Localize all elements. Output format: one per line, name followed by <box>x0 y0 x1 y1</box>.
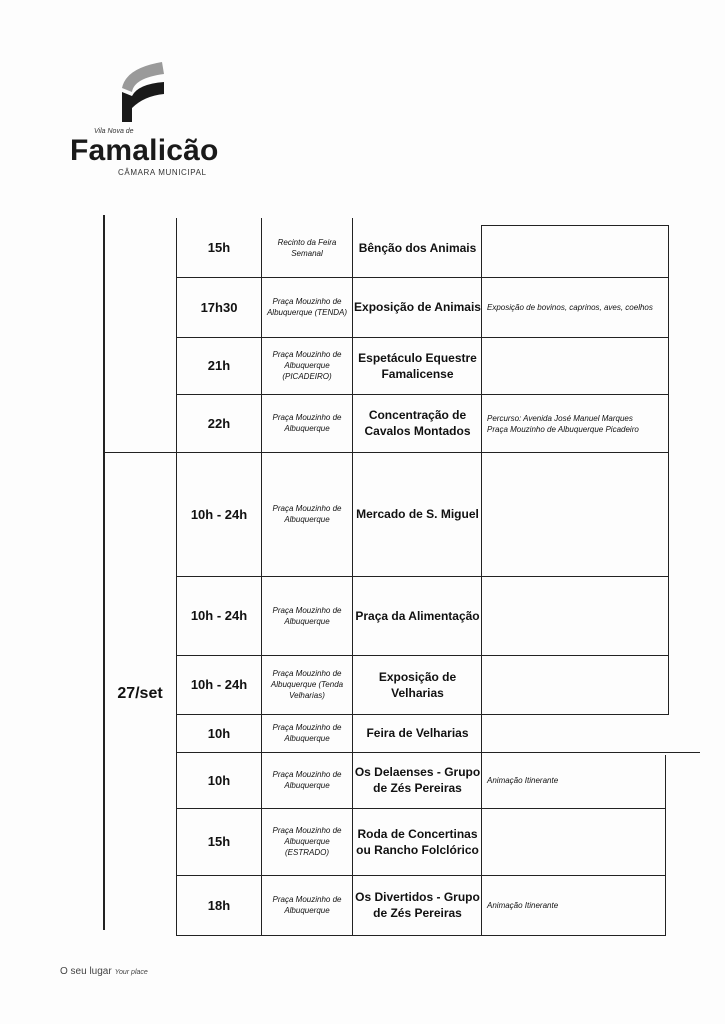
note-cell: Animação Itinerante <box>487 775 559 785</box>
place-cell: Praça Mouzinho de Albuquerque <box>272 413 342 433</box>
time-cell: 10h - 24h <box>190 608 248 623</box>
time-cell: 10h <box>207 772 231 788</box>
note-cell: Exposição de bovinos, caprinos, aves, coelhos <box>487 302 653 312</box>
event-cell: Bênção dos Animais <box>358 240 477 255</box>
logo-name: Famalicão <box>70 134 219 167</box>
place-cell: Praça Mouzinho de Albuquerque <box>272 770 342 790</box>
note-cell: Percurso: Avenida José Manuel Marques Praça Mouzinho de Albuquerque Picadeiro <box>487 414 639 434</box>
note-cell <box>482 655 668 714</box>
logo-small-text: Vila Nova de <box>94 128 134 135</box>
note-cell <box>482 225 668 277</box>
place-cell: Praça Mouzinho de Albuquerque <box>272 605 342 626</box>
date-cell: 27/set <box>117 684 163 702</box>
note-cell <box>482 452 668 576</box>
place-cell: Praça Mouzinho de Albuquerque <box>272 504 342 524</box>
event-cell: Praça da Alimentação <box>355 608 480 623</box>
event-cell: Roda de Concertinas ou Rancho Folclórico <box>356 826 479 857</box>
place-cell: Recinto da Feira Semanal <box>277 237 337 258</box>
event-cell: Os Divertidos - Grupo de Zés Pereiras <box>355 890 480 920</box>
time-cell: 10h - 24h <box>190 506 248 522</box>
note-cell: Animação Itinerante <box>487 900 559 910</box>
note-cell <box>482 337 668 394</box>
note-cell <box>482 714 668 752</box>
time-cell: 15h <box>207 240 231 255</box>
place-cell: Praça Mouzinho de Albuquerque (TENDA) <box>266 297 348 317</box>
place-cell: Praça Mouzinho de Albuquerque <box>272 723 342 743</box>
time-cell: 10h - 24h <box>190 677 248 692</box>
event-cell: Concentração de Cavalos Montados <box>364 408 471 438</box>
time-cell: 22h <box>207 415 231 431</box>
note-cell <box>482 576 668 655</box>
time-cell: 10h <box>207 725 231 741</box>
event-cell: Feira de Velharias <box>366 726 469 740</box>
footer-slogan-pt: O seu lugar <box>60 966 112 977</box>
place-cell: Praça Mouzinho de Albuquerque <box>272 895 342 915</box>
place-cell: Praça Mouzinho de Albuquerque (ESTRADO) <box>272 826 342 857</box>
footer-slogan <box>60 966 148 977</box>
note-cell <box>482 808 666 875</box>
time-cell: 21h <box>207 358 231 373</box>
footer-slogan-en: Your place <box>114 969 148 976</box>
event-cell: Exposição de Animais <box>354 300 481 314</box>
time-cell: 17h30 <box>200 299 238 315</box>
logo-subtitle: CÂMARA MUNICIPAL <box>118 168 207 177</box>
table-row-divider <box>176 935 666 936</box>
logo-mark-icon <box>118 58 168 124</box>
place-cell: Praça Mouzinho de Albuquerque (Tenda Velharias) <box>270 669 344 700</box>
event-cell: Os Delaenses - Grupo de Zés Pereiras <box>354 765 481 795</box>
event-cell: Espetáculo Equestre Famalicense <box>358 350 477 381</box>
time-cell: 15h <box>207 834 231 849</box>
place-cell: Praça Mouzinho de Albuquerque (PICADEIRO) <box>272 350 342 381</box>
event-cell: Mercado de S. Miguel <box>356 507 479 521</box>
municipality-logo <box>60 58 240 188</box>
table-border-right <box>668 225 669 715</box>
time-cell: 18h <box>207 897 231 913</box>
event-cell: Exposição de Velharias <box>378 669 457 700</box>
